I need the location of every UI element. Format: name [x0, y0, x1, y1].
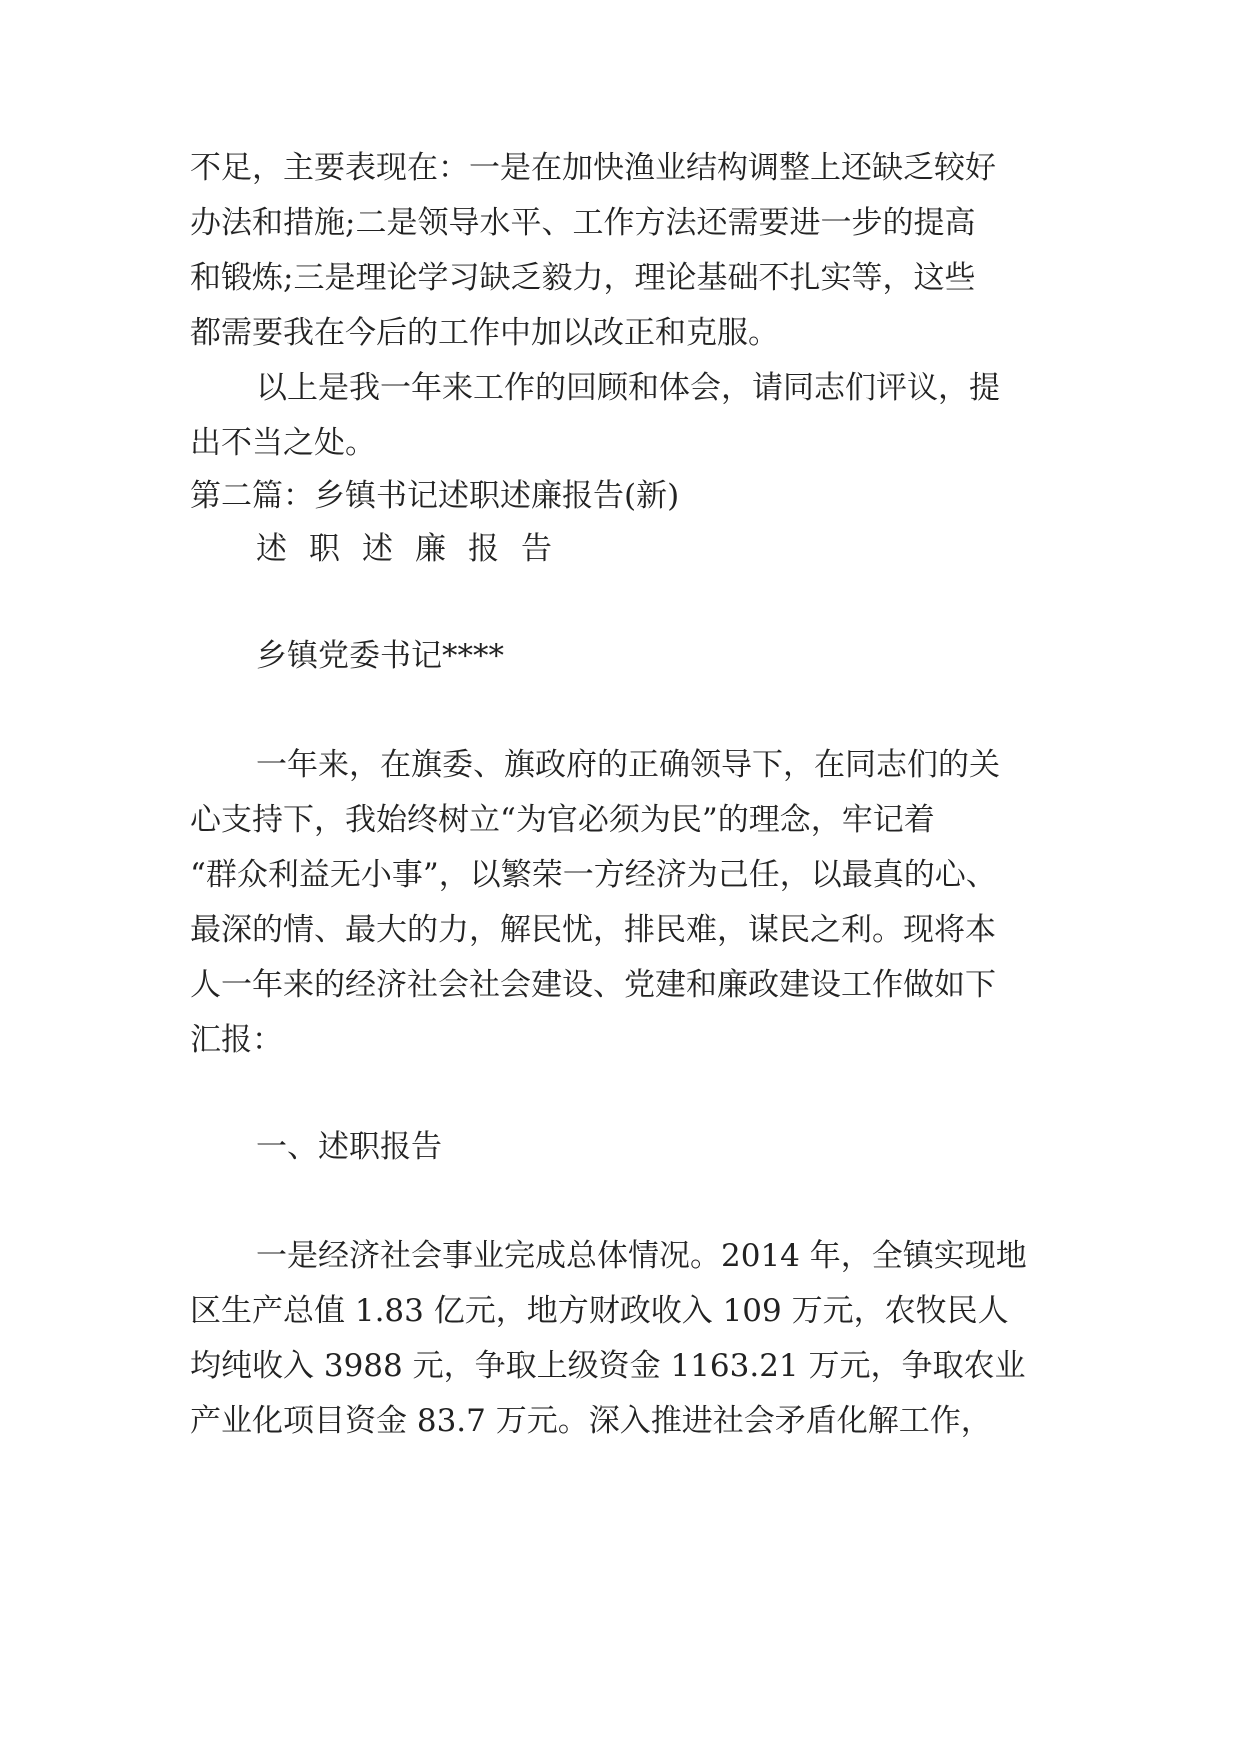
section-line: 区生产总值 1.83 亿元，地方财政收入 109 万元，农牧民人 [190, 1293, 1009, 1329]
paragraph-line: 和锻炼;三是理论学习缺乏毅力，理论基础不扎实等，这些 [190, 260, 976, 296]
closing-line: 出不当之处。 [190, 425, 376, 461]
intro-line: 心支持下，我始终树立“为官必须为民”的理念，牢记着 [190, 802, 935, 838]
paragraph-line: 不足，主要表现在：一是在加快渔业结构调整上还缺乏较好 [190, 150, 996, 186]
report-title: 述职述廉报告 [256, 531, 574, 567]
paragraph-line: 办法和措施;二是领导水平、工作方法还需要进一步的提高 [190, 205, 976, 241]
author-line: 乡镇党委书记**** [256, 638, 504, 674]
intro-line: 人一年来的经济社会社会建设、党建和廉政建设工作做如下 [190, 967, 996, 1003]
section-line: 一是经济社会事业完成总体情况。2014 年，全镇实现地 [256, 1238, 1027, 1274]
intro-line: 最深的情、最大的力，解民忧，排民难，谋民之利。现将本 [190, 912, 996, 948]
section-heading: 一、述职报告 [256, 1129, 442, 1165]
section-line: 均纯收入 3988 元，争取上级资金 1163.21 万元，争取农业 [190, 1348, 1026, 1384]
closing-line: 以上是我一年来工作的回顾和体会，请同志们评议，提 [256, 370, 1000, 406]
part-heading: 第二篇：乡镇书记述职述廉报告(新) [190, 478, 680, 514]
intro-line: 汇报： [190, 1022, 283, 1058]
section-line: 产业化项目资金 83.7 万元。深入推进社会矛盾化解工作， [190, 1403, 992, 1439]
paragraph-line: 都需要我在今后的工作中加以改正和克服。 [190, 315, 779, 351]
intro-line: 一年来，在旗委、旗政府的正确领导下，在同志们的关 [256, 747, 1000, 783]
intro-line: “群众利益无小事”，以繁荣一方经济为己任，以最真的心、 [190, 857, 997, 893]
